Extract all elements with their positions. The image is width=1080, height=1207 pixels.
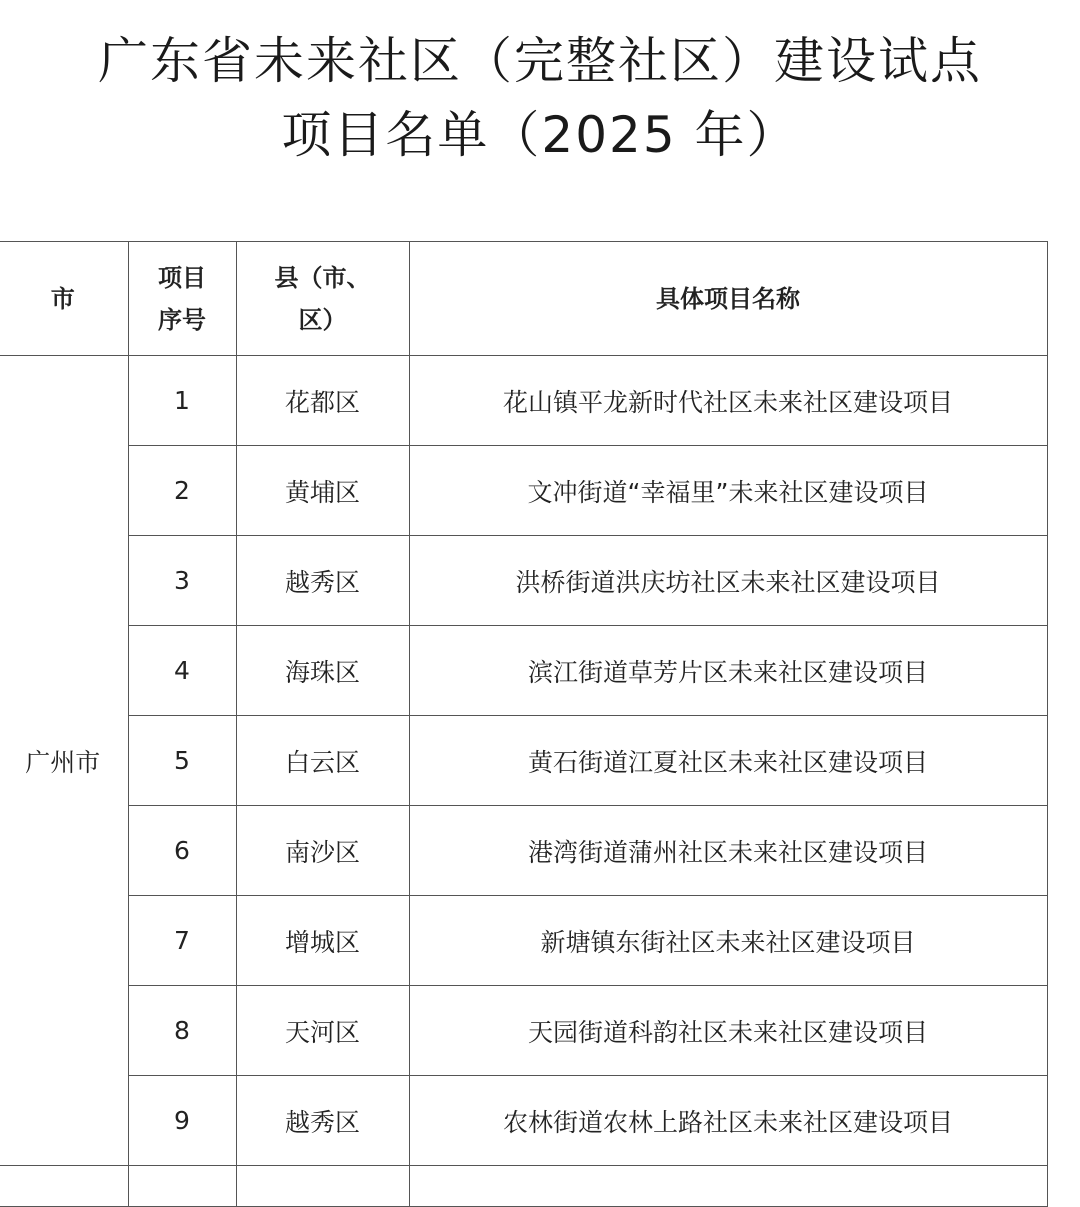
document-title-line-1: 广东省未来社区（完整社区）建设试点 [98,32,982,90]
seq-cell: 9 [128,1076,236,1166]
table-row [0,716,1047,806]
county-cell: 海珠区 [236,626,409,716]
seq-cell: 2 [128,446,236,536]
project-name-cell: 洪桥街道洪庆坊社区未来社区建设项目 [409,536,1047,626]
table-row [0,446,1047,536]
header-seq: 项目 序号 [128,242,236,356]
county-cell: 越秀区 [236,1076,409,1166]
table-row [0,356,1047,446]
seq-cell: 3 [128,536,236,626]
table-row [0,536,1047,626]
header-city: 市 [0,242,128,356]
project-name-cell: 文冲街道“幸福里”未来社区建设项目 [409,446,1047,536]
county-cell: 南沙区 [236,806,409,896]
project-name-cell: 花山镇平龙新时代社区未来社区建设项目 [409,356,1047,446]
document-title-line-2: 项目名单（2025 年） [281,106,799,164]
header-project: 具体项目名称 [409,242,1047,356]
project-name-cell: 滨江街道草芳片区未来社区建设项目 [409,626,1047,716]
empty-cell [409,1166,1047,1207]
project-name-cell: 新塘镇东街社区未来社区建设项目 [409,896,1047,986]
seq-cell: 6 [128,806,236,896]
table-row [0,986,1047,1076]
project-list-table [0,241,1048,1207]
county-cell: 花都区 [236,356,409,446]
county-cell: 增城区 [236,896,409,986]
county-cell: 黄埔区 [236,446,409,536]
seq-cell: 1 [128,356,236,446]
table-header-row [0,242,1047,356]
empty-cell [0,1166,128,1207]
county-cell: 白云区 [236,716,409,806]
county-cell: 越秀区 [236,536,409,626]
project-name-cell: 农林街道农林上路社区未来社区建设项目 [409,1076,1047,1166]
table-row [0,626,1047,716]
project-name-cell: 天园街道科韵社区未来社区建设项目 [409,986,1047,1076]
table-row [0,806,1047,896]
seq-cell: 7 [128,896,236,986]
table-row [0,896,1047,986]
seq-cell: 4 [128,626,236,716]
seq-cell: 8 [128,986,236,1076]
seq-cell: 5 [128,716,236,806]
header-county: 县（市、 区） [236,242,409,356]
project-name-cell: 港湾街道蒲州社区未来社区建设项目 [409,806,1047,896]
county-cell: 天河区 [236,986,409,1076]
table-row [0,1076,1047,1166]
table-row [0,1166,1047,1207]
empty-cell [236,1166,409,1207]
project-name-cell: 黄石街道江夏社区未来社区建设项目 [409,716,1047,806]
city-cell: 广州市 [0,356,128,1166]
empty-cell [128,1166,236,1207]
